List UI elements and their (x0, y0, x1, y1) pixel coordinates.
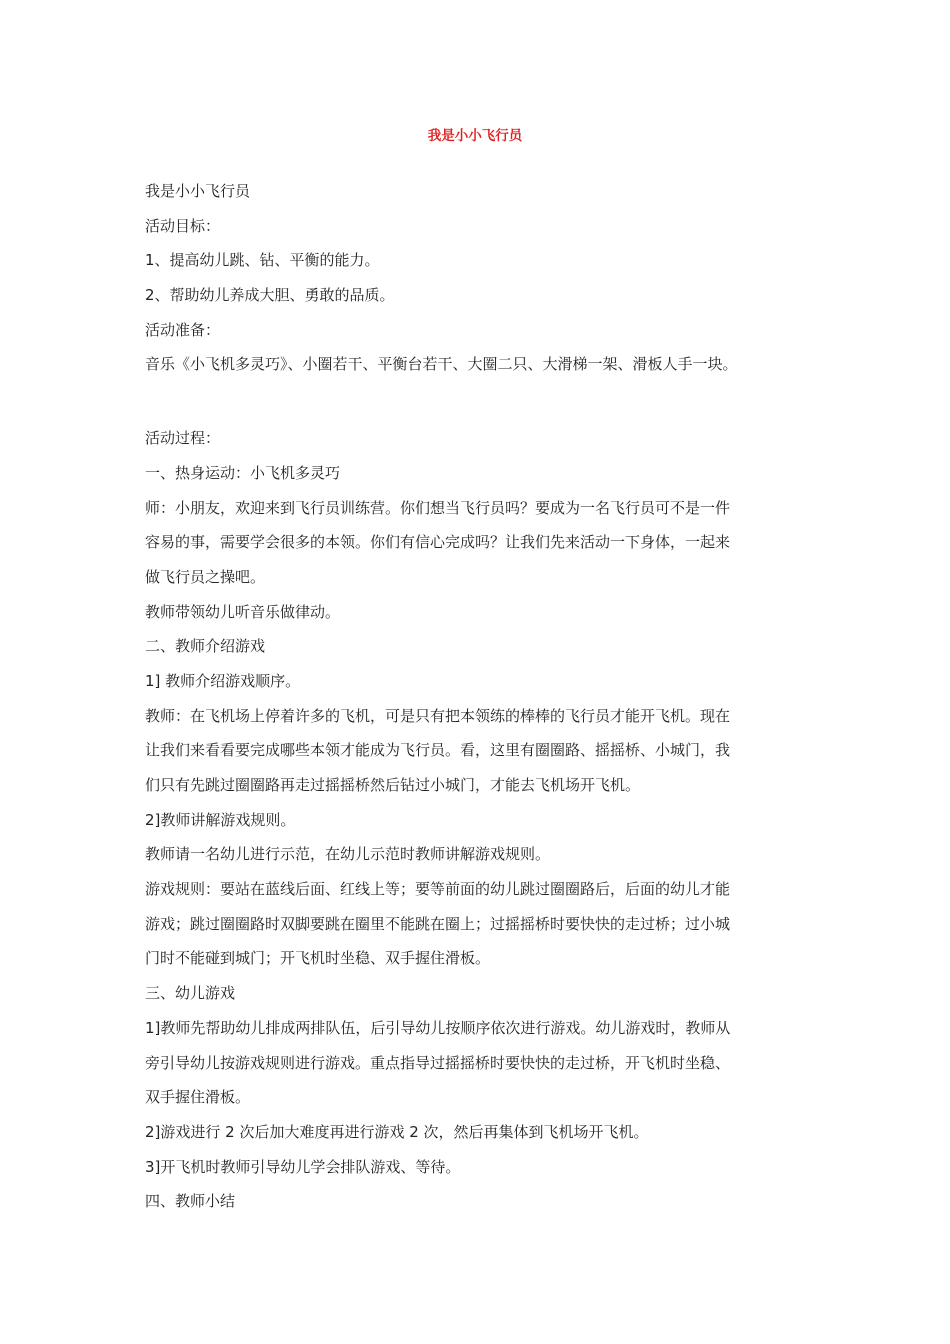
paragraph-line: 教师带领幼儿听音乐做律动。 (145, 602, 341, 621)
document-body (145, 180, 815, 1225)
paragraph-line: 旁引导幼儿按游戏规则进行游戏。重点指导过摇摇桥时要快快的走过桥，开飞机时坐稳、 (145, 1053, 731, 1072)
paragraph-line: 1]教师先帮助幼儿排成两排队伍，后引导幼儿按顺序依次进行游戏。幼儿游戏时，教师从 (145, 1018, 731, 1037)
paragraph-subtitle: 我是小小飞行员 (145, 182, 251, 200)
step-heading: 2]教师讲解游戏规则。 (145, 810, 296, 829)
paragraph-line: 教师请一名幼儿进行示范，在幼儿示范时教师讲解游戏规则。 (145, 845, 551, 864)
heading-activity-goals: 活动目标： (145, 216, 221, 235)
heading-activity-preparation: 活动准备： (145, 320, 221, 339)
blank-line (145, 388, 815, 427)
section-heading-warmup: 一、热身运动：小飞机多灵巧 (145, 463, 341, 482)
goal-item-2: 2、帮助幼儿养成大胆、勇敢的品质。 (145, 286, 395, 305)
paragraph-line: 双手握住滑板。 (145, 1088, 251, 1107)
section-heading-children-play: 三、幼儿游戏 (145, 984, 236, 1003)
preparation-materials: 音乐《小飞机多灵巧》、小圈若干、平衡台若干、大圈二只、大滑梯一架、滑板人手一块。 (145, 355, 738, 374)
paragraph-line: 教师：在飞机场上停着许多的飞机，可是只有把本领练的棒棒的飞行员才能开飞机。现在 (145, 706, 731, 725)
paragraph-line: 门时不能碰到城门；开飞机时坐稳、双手握住滑板。 (145, 949, 491, 968)
paragraph-line: 做飞行员之操吧。 (145, 567, 266, 586)
goal-item-1: 1、提高幼儿跳、钻、平衡的能力。 (145, 251, 380, 270)
paragraph-line: 3]开飞机时教师引导幼儿学会排队游戏、等待。 (145, 1157, 461, 1176)
section-heading-introduce-game: 二、教师介绍游戏 (145, 637, 266, 656)
paragraph-line: 游戏；跳过圈圈路时双脚要跳在圈里不能跳在圈上；过摇摇桥时要快快的走过桥；过小城 (145, 914, 731, 933)
paragraph-line: 师：小朋友，欢迎来到飞行员训练营。你们想当飞行员吗？要成为一名飞行员可不是一件 (145, 498, 731, 517)
paragraph-line: 们只有先跳过圈圈路再走过摇摇桥然后钻过小城门，才能去飞机场开飞机。 (145, 776, 641, 794)
section-heading-summary: 四、教师小结 (145, 1192, 236, 1211)
paragraph-line: 容易的事，需要学会很多的本领。你们有信心完成吗？让我们先来活动一下身体，一起来 (145, 533, 731, 552)
paragraph-line: 游戏规则：要站在蓝线后面、红线上等；要等前面的幼儿跳过圈圈路后，后面的幼儿才能 (145, 880, 731, 899)
document-title: 我是小小飞行员 (427, 128, 523, 144)
paragraph-line: 让我们来看看要完成哪些本领才能成为飞行员。看，这里有圈圈路、摇摇桥、小城门，我 (145, 741, 731, 760)
paragraph-line: 2]游戏进行 2 次后加大难度再进行游戏 2 次，然后再集体到飞机场开飞机。 (145, 1122, 649, 1141)
step-heading: 1] 教师介绍游戏顺序。 (145, 671, 301, 690)
heading-activity-process: 活动过程： (145, 429, 221, 448)
